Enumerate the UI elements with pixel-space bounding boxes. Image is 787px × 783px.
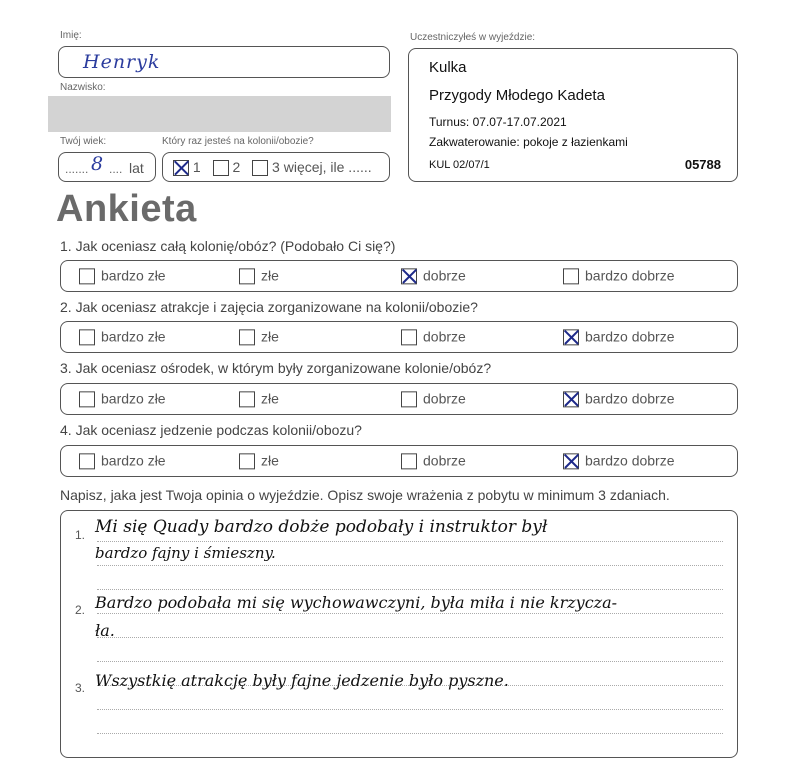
times-3-checkbox[interactable] xyxy=(252,160,268,176)
q2-option-4[interactable] xyxy=(563,328,675,345)
age-label: Twój wiek: xyxy=(60,136,107,147)
times-2-label: 2 xyxy=(232,159,241,175)
trip-label: Uczestniczyłeś w wyjeździe: xyxy=(410,32,536,43)
q4-option-3-label: dobrze xyxy=(423,452,466,469)
q3-option-3-label: dobrze xyxy=(423,390,466,407)
q3-option-2-label: złe xyxy=(261,390,279,407)
question-2-text: 2. Jak oceniasz atrakcje i zajęcia zorganizowane na kolonii/obozie? xyxy=(60,299,478,315)
q2-option-3[interactable] xyxy=(401,328,466,345)
entry-2-line-1: Bardzo podobała mi się wychowawczyni, była miła i nie krzycza- xyxy=(95,593,618,612)
q4-option-3[interactable] xyxy=(401,452,466,469)
q4-option-1-label: bardzo złe xyxy=(101,452,166,469)
q4-option-4[interactable] xyxy=(563,452,675,469)
question-4-text: 4. Jak oceniasz jedzenie podczas kolonii/obozu? xyxy=(60,422,362,438)
q2-option-2-checkbox[interactable] xyxy=(239,330,255,346)
guide-line xyxy=(97,541,723,542)
q1-option-1[interactable] xyxy=(79,267,166,284)
q4-option-2-checkbox[interactable] xyxy=(239,454,255,470)
q1-option-4-label: bardzo dobrze xyxy=(585,267,675,284)
q4-option-4-checkbox[interactable] xyxy=(563,454,579,470)
q3-option-3[interactable] xyxy=(401,390,466,407)
age-value: 8 xyxy=(91,153,104,175)
q2-option-4-label: bardzo dobrze xyxy=(585,328,675,345)
times-1-checkbox[interactable] xyxy=(173,160,189,176)
q2-option-2-label: złe xyxy=(261,328,279,345)
entry-2-number: 2. xyxy=(75,603,86,617)
entry-2-line-2: ła. xyxy=(95,621,115,640)
times-3-label: 3 więcej, ile ...... xyxy=(272,159,372,175)
q2-option-3-checkbox[interactable] xyxy=(401,330,417,346)
guide-line xyxy=(97,589,723,590)
question-2-options xyxy=(60,321,738,353)
entry-3-number: 3. xyxy=(75,681,86,695)
q4-option-3-checkbox[interactable] xyxy=(401,454,417,470)
guide-line xyxy=(97,661,723,662)
q1-option-2-label: złe xyxy=(261,267,279,284)
accommodation-value: pokoje z łazienkami xyxy=(523,135,628,149)
trip-card xyxy=(408,48,738,182)
guide-line xyxy=(97,565,723,566)
age-unit: lat xyxy=(129,160,144,176)
opinion-prompt: Napisz, jaka jest Twoja opinia o wyjeździe. Opisz swoje wrażenia z pobytu w minimum 3 zdaniach. xyxy=(60,487,670,503)
guide-line xyxy=(97,613,723,614)
q3-option-2-checkbox[interactable] xyxy=(239,392,255,408)
q3-option-3-checkbox[interactable] xyxy=(401,392,417,408)
q4-option-2-label: złe xyxy=(261,452,279,469)
q3-option-1-checkbox[interactable] xyxy=(79,392,95,408)
turnus-value: 07.07-17.07.2021 xyxy=(472,115,567,129)
q2-option-1-checkbox[interactable] xyxy=(79,330,95,346)
q2-option-1-label: bardzo złe xyxy=(101,328,166,345)
age-field[interactable] xyxy=(58,152,156,182)
q1-option-4-checkbox[interactable] xyxy=(563,269,579,285)
entry-1-number: 1. xyxy=(75,528,86,542)
entry-1-line-2: bardzo fajny i śmieszny. xyxy=(95,544,276,562)
q4-option-1-checkbox[interactable] xyxy=(79,454,95,470)
q4-option-2[interactable] xyxy=(239,452,279,469)
q4-option-4-label: bardzo dobrze xyxy=(585,452,675,469)
trip-name: Przygody Młodego Kadeta xyxy=(429,87,605,104)
q1-option-3[interactable] xyxy=(401,267,466,284)
guide-line xyxy=(97,733,723,734)
q3-option-1[interactable] xyxy=(79,390,166,407)
age-dots-left: ....... xyxy=(65,162,89,176)
guide-line xyxy=(97,709,723,710)
accommodation-label: Zakwaterowanie: xyxy=(429,135,520,149)
opinion-box[interactable] xyxy=(60,510,738,758)
q1-option-4[interactable] xyxy=(563,267,675,284)
q2-option-3-label: dobrze xyxy=(423,328,466,345)
q1-option-2[interactable] xyxy=(239,267,279,284)
q2-option-2[interactable] xyxy=(239,328,279,345)
q1-option-1-checkbox[interactable] xyxy=(79,269,95,285)
q1-option-3-checkbox[interactable] xyxy=(401,269,417,285)
question-4-options xyxy=(60,445,738,477)
q4-option-1[interactable] xyxy=(79,452,166,469)
q2-option-4-checkbox[interactable] xyxy=(563,330,579,346)
entry-1-line-1: Mi się Quady bardzo dobże podobały i instruktor był xyxy=(95,517,548,537)
trip-org: Kulka xyxy=(429,59,467,76)
page-title: Ankieta xyxy=(56,188,197,230)
question-1-options xyxy=(60,260,738,292)
surname-label: Nazwisko: xyxy=(60,82,106,93)
question-3-options xyxy=(60,383,738,415)
question-1-text: 1. Jak oceniasz całą kolonię/obóz? (Podobało Ci się?) xyxy=(60,238,396,254)
name-label: Imię: xyxy=(60,30,82,41)
turnus-label: Turnus: xyxy=(429,115,470,129)
times-1-label: 1 xyxy=(192,159,201,175)
trip-number: 05788 xyxy=(684,157,721,172)
q1-option-2-checkbox[interactable] xyxy=(239,269,255,285)
q3-option-4[interactable] xyxy=(563,390,675,407)
name-field[interactable] xyxy=(58,46,390,78)
name-value: Henryk xyxy=(83,51,161,73)
entry-3-line-1: Wszystkię atrakcję były fajne jedzenie było pyszne. xyxy=(95,671,509,690)
q3-option-4-checkbox[interactable] xyxy=(563,392,579,408)
q1-option-1-label: bardzo złe xyxy=(101,267,166,284)
times-label: Który raz jesteś na kolonii/obozie? xyxy=(162,136,314,147)
times-field xyxy=(162,152,390,182)
q3-option-4-label: bardzo dobrze xyxy=(585,390,675,407)
q3-option-2[interactable] xyxy=(239,390,279,407)
guide-line xyxy=(97,637,723,638)
q3-option-1-label: bardzo złe xyxy=(101,390,166,407)
times-2-checkbox[interactable] xyxy=(213,160,229,176)
q2-option-1[interactable] xyxy=(79,328,166,345)
q1-option-3-label: dobrze xyxy=(423,267,466,284)
surname-redaction xyxy=(48,96,391,132)
age-dots-right: .... xyxy=(109,162,123,176)
question-3-text: 3. Jak oceniasz ośrodek, w którym były zorganizowane kolonie/obóz? xyxy=(60,360,492,376)
trip-code: KUL 02/07/1 xyxy=(429,159,490,171)
